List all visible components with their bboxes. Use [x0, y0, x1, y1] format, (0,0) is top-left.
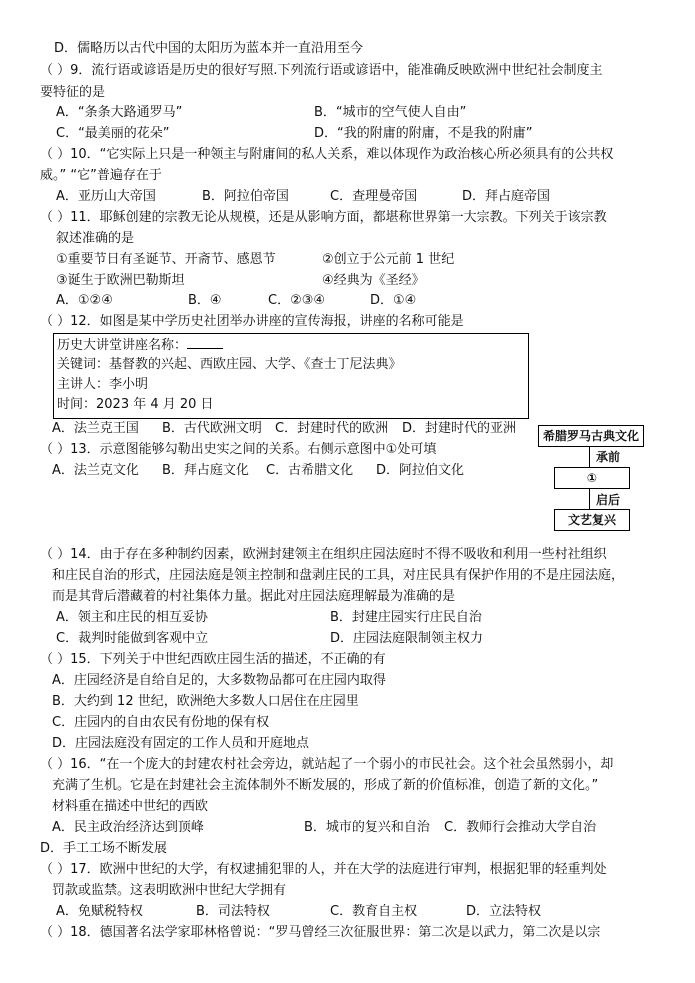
- diagram-link-1: 承前: [596, 450, 621, 464]
- q13-option-c: C．古希腊文化: [266, 463, 354, 478]
- q17-stem: （ ）17．欧洲中世纪的大学，有权逮捕犯罪的人，并在大学的法庭进行审判，根据犯罪的轻重判处: [40, 862, 607, 877]
- q11-option-b: B．④: [188, 293, 222, 308]
- q10-stem: （ ）10．“它实际上只是一种领主与附庸间的私人关系，难以体现作为政治核心所必须具有的公共权: [40, 147, 614, 162]
- q10-option-a: A．亚历山大帝国: [56, 189, 156, 204]
- q11-statement-2: ②创立于公元前 1 世纪: [322, 252, 455, 267]
- q9-option-c: C．“最美丽的花朵”: [56, 126, 170, 141]
- diagram-middle-box: ①: [554, 467, 630, 489]
- q12-option-d: D．封建时代的亚洲: [402, 421, 517, 436]
- q15-option-d: D．庄园法庭没有固定的工作人员和开庭地点: [52, 736, 310, 751]
- q13-option-a: A．法兰克文化: [52, 463, 139, 478]
- q16-stem: （ ）16．“在一个庞大的封建农村社会旁边，就站起了一个弱小的市民社会。这个社会虽然弱小，却: [40, 757, 614, 772]
- q12-option-c: C．封建时代的欧洲: [275, 421, 389, 436]
- poster-keywords: 关键词：基督教的兴起、西欧庄园、大学、《查士丁尼法典》: [57, 357, 402, 372]
- q11-stem-cont: 叙述准确的是: [56, 231, 135, 246]
- q8-option-d: D．儒略历以古代中国的太阳历为蓝本并一直沿用至今: [54, 41, 364, 56]
- q15-stem: （ ）15．下列关于中世纪西欧庄园生活的描述，不正确的有: [40, 652, 386, 667]
- q11-option-c: C．②③④: [268, 293, 326, 308]
- q17-option-d: D．立法特权: [466, 904, 542, 919]
- q10-option-c: C．查理曼帝国: [330, 189, 418, 204]
- q10-option-d: D．拜占庭帝国: [462, 189, 551, 204]
- diagram-link-2: 启后: [596, 493, 621, 507]
- q16-option-b: B．城市的复兴和自治: [304, 820, 430, 835]
- q11-option-d: D．①④: [370, 293, 417, 308]
- diagram-connector-2: [589, 488, 590, 509]
- q18-stem: （ ）18．德国著名法学家耶林格曾说：“罗马曾经三次征服世界：第二次是以武力，第二次是以宗: [40, 925, 601, 940]
- q13-option-d: D．阿拉伯文化: [376, 463, 465, 478]
- q9-stem-cont: 要特征的是: [40, 85, 106, 100]
- q14-stem-cont-1: 和庄民自治的形式，庄园法庭是领主控制和盘剥庄民的工具，对庄民具有保护作用的不是庄园法庭，: [52, 568, 625, 583]
- q14-option-d: D．庄园法庭限制领主权力: [330, 631, 484, 646]
- diagram-top-box: 希腊罗马古典文化: [538, 425, 644, 447]
- q12-option-b: B．古代欧洲文明: [162, 421, 262, 436]
- q9-stem: （ ）9．流行语或谚语是历史的很好写照.下列流行语或谚语中，能准确反映欧洲中世纪社会制度主: [40, 63, 603, 78]
- lecture-poster: [53, 333, 529, 419]
- q15-option-b: B．大约到 12 世纪，欧洲绝大多数人口居住在庄园里: [52, 694, 359, 709]
- q16-stem-cont-1: 充满了生机。它是在封建社会主流体制外不断发展的，形成了新的价值标准，创造了新的文化。”: [52, 778, 599, 793]
- q10-option-b: B．阿拉伯帝国: [202, 189, 289, 204]
- poster-title-line: [57, 336, 223, 355]
- q14-stem-cont-2: 而是其背后潜藏着的村社集体力量。据此对庄园法庭理解最为准确的是: [52, 589, 456, 604]
- q17-option-a: A．免赋税特权: [56, 904, 143, 919]
- q17-option-b: B．司法特权: [196, 904, 270, 919]
- q16-option-d: D．手工工场不断发展: [40, 841, 168, 856]
- q16-option-a: A．民主政治经济达到顶峰: [52, 820, 204, 835]
- q11-statement-3: ③诞生于欧洲巴勒斯坦: [56, 273, 185, 288]
- diagram-connector-1: [589, 446, 590, 467]
- q16-option-c: C．教师行会推动大学自治: [444, 820, 597, 835]
- q14-option-a: A．领主和庄民的相互妥协: [56, 610, 208, 625]
- q14-stem: （ ）14．由于存在多种制约因素，欧洲封建领主在组织庄园法庭时不得不吸收和利用一些村社组织: [40, 547, 607, 562]
- q14-option-b: B．封建庄园实行庄民自治: [330, 610, 482, 625]
- q9-option-a: A．“条条大路通罗马”: [56, 105, 183, 120]
- q15-option-c: C．庄园内的自由农民有份地的保有权: [52, 715, 270, 730]
- q14-option-c: C．裁判时能做到客观中立: [56, 631, 209, 646]
- q11-stem: （ ）11．耶稣创建的宗教无论从规模，还是从影响方面，都堪称世界第一大宗教。下列关于该宗教: [40, 210, 607, 225]
- q12-option-a: A．法兰克王国: [52, 421, 139, 436]
- q13-option-b: B．拜占庭文化: [162, 463, 249, 478]
- q10-stem-cont: 威。” “它”普遍存在于: [40, 168, 162, 183]
- q17-stem-cont: 罚款或监禁。这表明欧洲中世纪大学拥有: [52, 883, 287, 898]
- q17-option-c: C．教育自主权: [330, 904, 418, 919]
- q11-option-a: A．①②④: [56, 293, 113, 308]
- q9-option-b: B．“城市的空气使人自由”: [314, 105, 467, 120]
- poster-speaker: 主讲人：李小明: [57, 377, 149, 392]
- q12-stem: （ ）12．如图是某中学历史社团举办讲座的宣传海报，讲座的名称可能是: [40, 314, 464, 329]
- diagram-bottom-box: 文艺复兴: [554, 509, 630, 531]
- q11-statement-4: ④经典为《圣经》: [322, 273, 425, 288]
- q11-statement-1: ①重要节日有圣诞节、开斋节、感恩节: [56, 252, 276, 267]
- q15-option-a: A．庄园经济是自给自足的，大多数物品都可在庄园内取得: [52, 673, 386, 688]
- q16-stem-cont-2: 材料重在描述中世纪的西欧: [52, 799, 209, 814]
- q9-option-d: D．“我的附庸的附庸，不是我的附庸”: [314, 126, 533, 141]
- poster-title: 历史大讲堂讲座名称：: [57, 338, 188, 353]
- answer-blank: [187, 336, 223, 349]
- q13-stem: （ ）13．示意图能够勾勒出史实之间的关系。右侧示意图中①处可填: [40, 442, 437, 457]
- poster-time: 时间：2023 年 4 月 20 日: [57, 397, 214, 412]
